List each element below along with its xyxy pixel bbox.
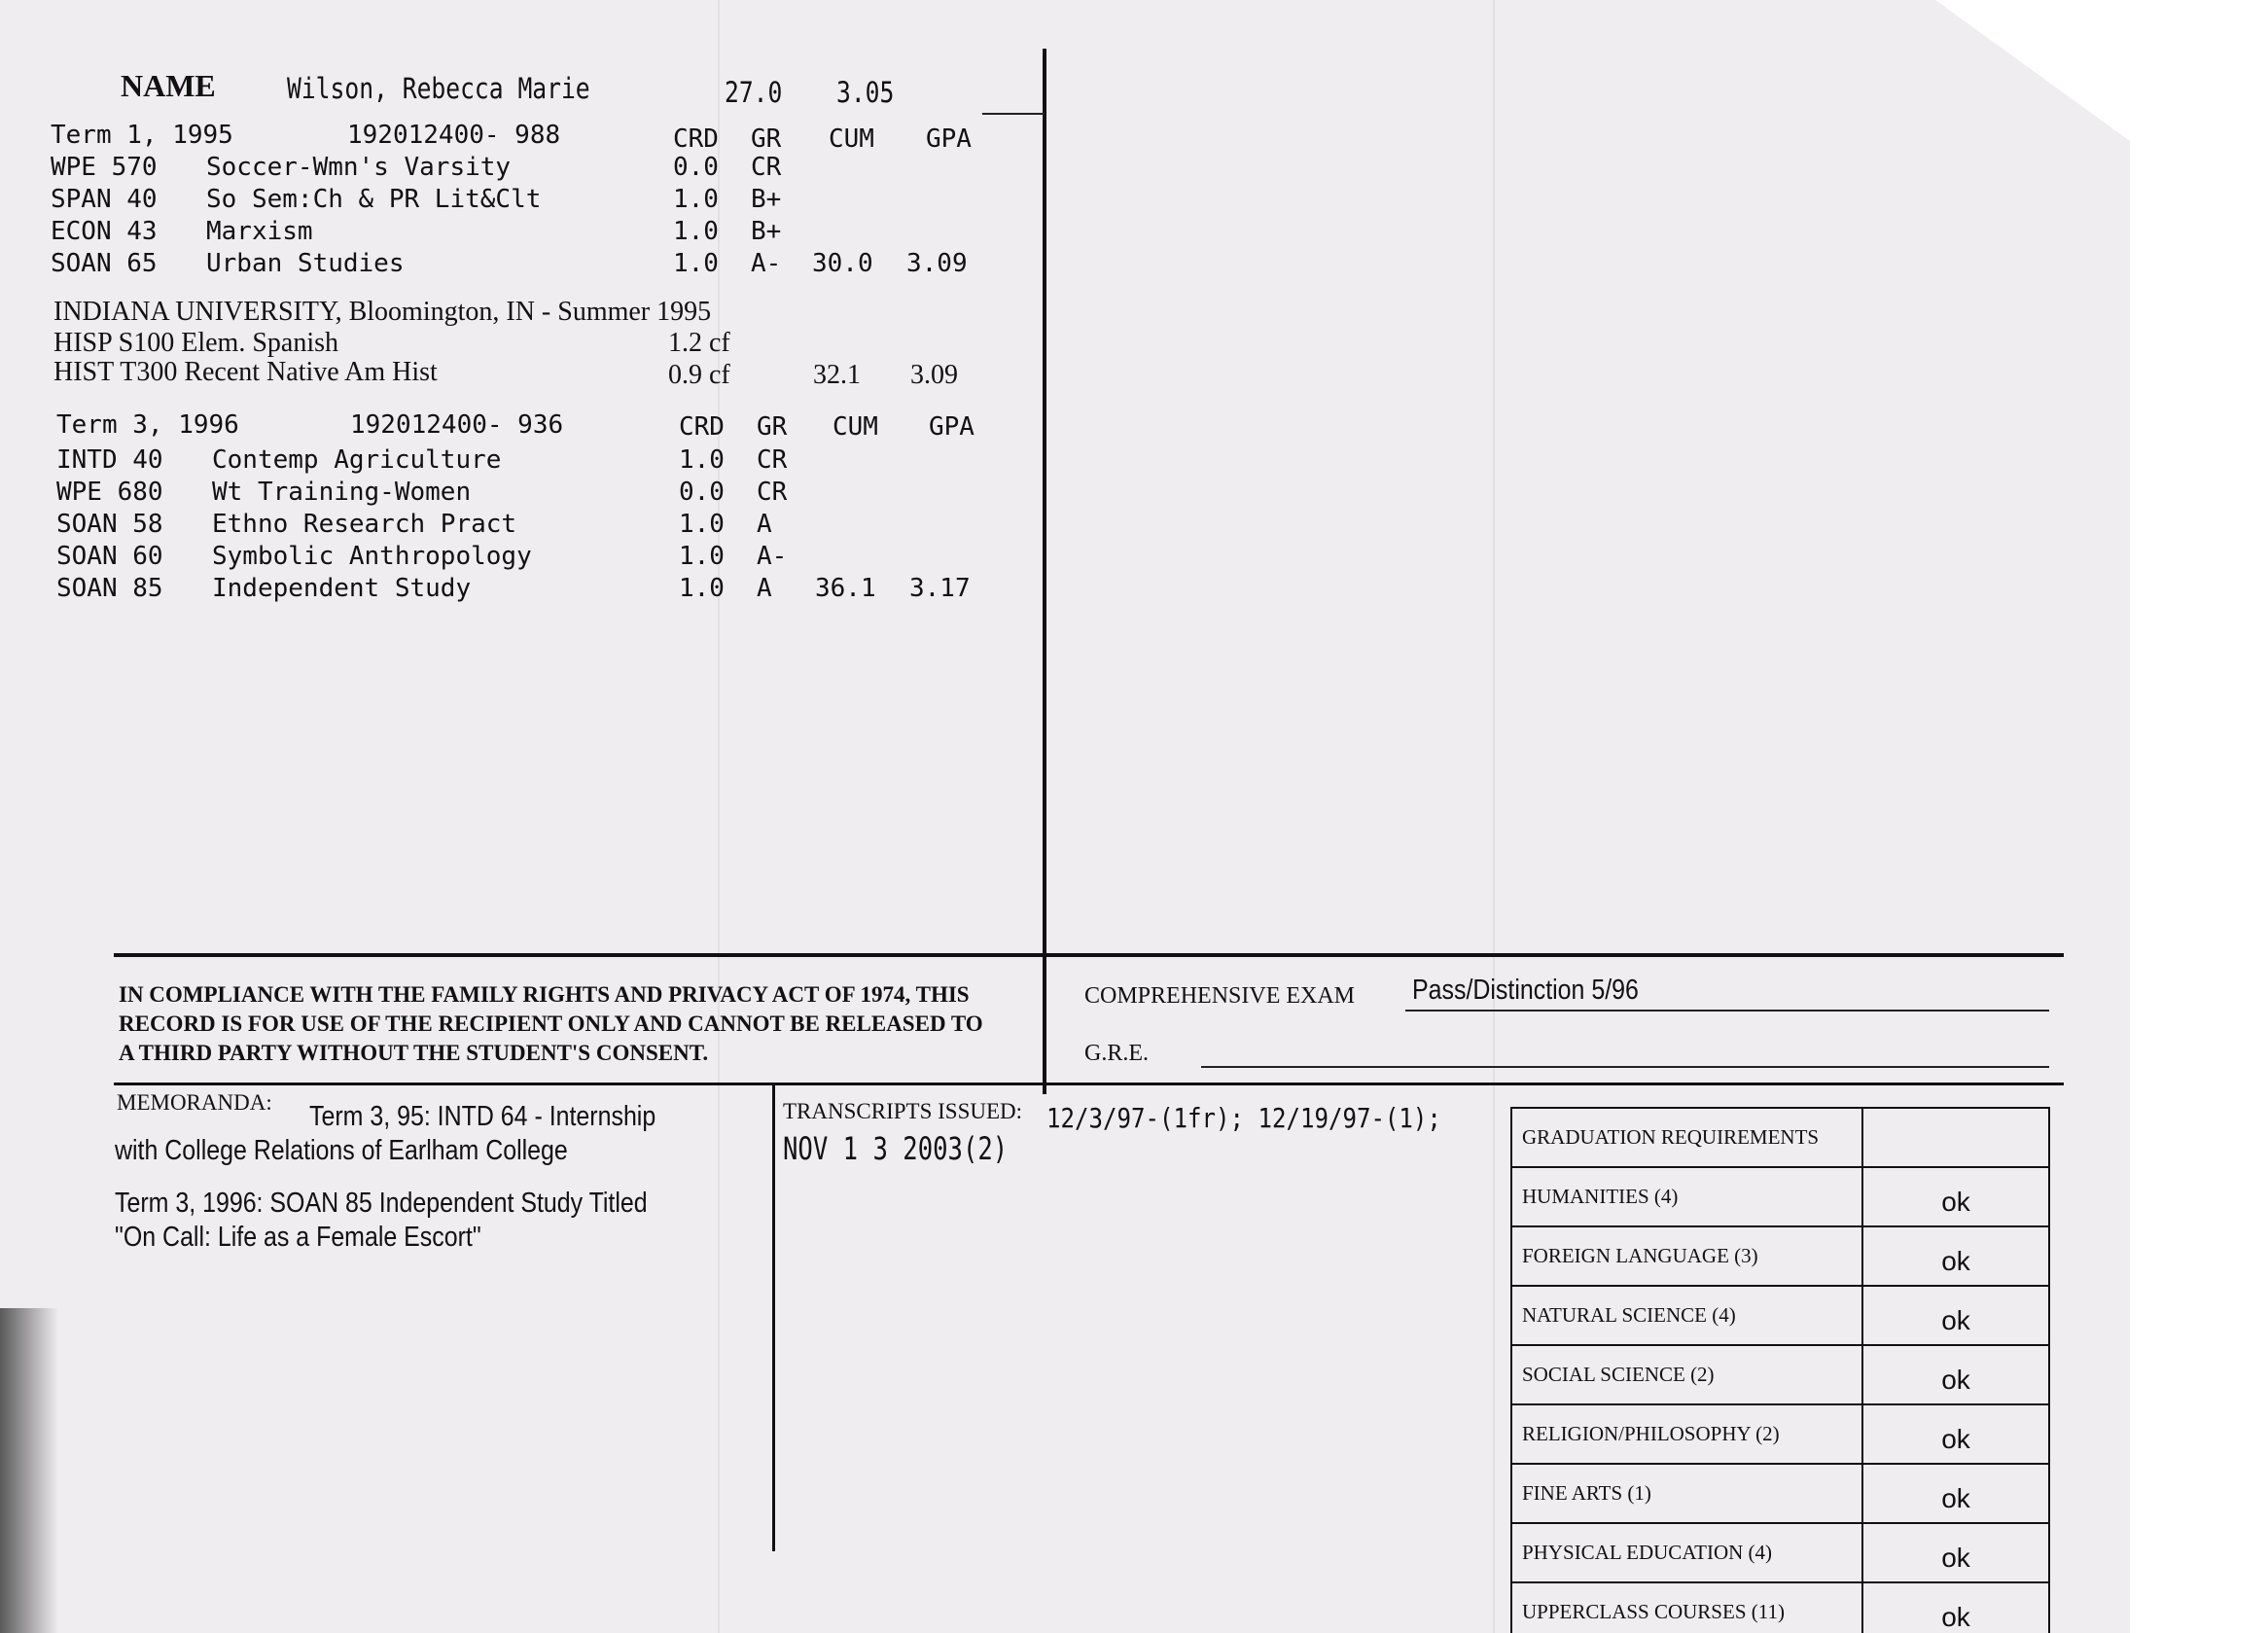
course-grade: CR xyxy=(751,153,782,182)
name-label: NAME xyxy=(121,68,216,103)
course-grade: B+ xyxy=(751,217,782,246)
course-credit: 0.0 xyxy=(679,478,725,507)
col-cum: CUM xyxy=(833,412,878,442)
term1-title: Term 1, 1995 xyxy=(51,121,233,150)
requirement-status: ok xyxy=(1862,1582,2049,1633)
table-row xyxy=(1511,1464,2049,1523)
requirement-status: ok xyxy=(1862,1345,2049,1404)
course-grade: CR xyxy=(757,478,788,507)
memo-line: Term 3, 1996: SOAN 85 Independent Study Titled xyxy=(115,1188,648,1219)
requirement-label: SOCIAL SCIENCE (2) xyxy=(1511,1345,1862,1404)
header-tick-line xyxy=(982,113,1045,115)
transcripts-entries: 12/3/97-(1fr); 12/19/97-(1); xyxy=(1046,1102,1441,1134)
fold-line xyxy=(1493,0,1495,1633)
comprehensive-exam-value: Pass/Distinction 5/96 xyxy=(1412,975,1639,1006)
comprehensive-exam-label: COMPREHENSIVE EXAM xyxy=(1084,983,1356,1009)
privacy-notice xyxy=(119,980,1043,1068)
student-name: Wilson, Rebecca Marie xyxy=(287,72,590,105)
course-code: SOAN 58 xyxy=(56,510,163,539)
col-gr: GR xyxy=(751,124,782,154)
requirement-status: ok xyxy=(1862,1464,2049,1523)
gre-underline xyxy=(1201,1066,2049,1068)
course-title: Urban Studies xyxy=(206,249,405,278)
course-title: Soccer-Wmn's Varsity xyxy=(206,153,512,182)
graduation-requirements-header: GRADUATION REQUIREMENTS xyxy=(1511,1108,1862,1167)
col-gr: GR xyxy=(757,412,788,442)
table-header-row xyxy=(1511,1108,2049,1167)
memoranda-label: MEMORANDA: xyxy=(117,1090,272,1115)
col-crd: CRD xyxy=(679,412,725,442)
notice-line: RECORD IS FOR USE OF THE RECIPIENT ONLY AND CANNOT BE RELEASED TO xyxy=(119,1012,983,1036)
course-credit: 1.0 xyxy=(679,510,725,539)
course-grade: A xyxy=(757,574,772,603)
requirement-status: ok xyxy=(1862,1226,2049,1286)
course-code: INTD 40 xyxy=(56,445,163,475)
table-row xyxy=(1511,1582,2049,1633)
requirement-label: PHYSICAL EDUCATION (4) xyxy=(1511,1523,1862,1582)
course-grade: A- xyxy=(757,542,788,571)
requirement-label: NATURAL SCIENCE (4) xyxy=(1511,1286,1862,1345)
col-crd: CRD xyxy=(673,124,719,154)
course-title: Wt Training-Women xyxy=(212,478,472,507)
course-grade: A xyxy=(757,510,772,539)
exam-underline xyxy=(1405,1010,2049,1012)
requirement-status: ok xyxy=(1862,1523,2049,1582)
transfer-credit: 1.2 cf xyxy=(668,328,730,358)
cum-gpa: 3.17 xyxy=(909,574,971,603)
transfer-course: HIST T300 Recent Native Am Hist xyxy=(53,357,438,387)
course-credit: 1.0 xyxy=(673,185,719,214)
col-gpa: GPA xyxy=(929,412,975,442)
table-row xyxy=(1511,1167,2049,1226)
term3-block xyxy=(56,410,1029,605)
transfer-credit: 0.9 cf xyxy=(668,360,730,390)
course-code: SOAN 65 xyxy=(51,249,158,278)
requirement-status: ok xyxy=(1862,1167,2049,1226)
notice-line: IN COMPLIANCE WITH THE FAMILY RIGHTS AND PRIVACY ACT OF 1974, THIS xyxy=(119,982,970,1007)
course-title: Marxism xyxy=(206,217,313,246)
course-credit: 1.0 xyxy=(673,217,719,246)
cum-credits: 36.1 xyxy=(815,574,876,603)
course-title: Symbolic Anthropology xyxy=(212,542,532,571)
cum-gpa: 3.09 xyxy=(910,360,958,390)
course-code: WPE 680 xyxy=(56,478,163,507)
requirement-status: ok xyxy=(1862,1404,2049,1464)
course-credit: 1.0 xyxy=(679,574,725,603)
course-grade: A- xyxy=(751,249,782,278)
transfer-course: HISP S100 Elem. Spanish xyxy=(53,328,338,358)
date-stamp: NOV 1 3 2003(2) xyxy=(783,1130,1009,1167)
horizontal-divider xyxy=(114,953,2064,957)
course-title: So Sem:Ch & PR Lit&Clt xyxy=(206,185,542,214)
cum-credits: 32.1 xyxy=(813,360,861,390)
cum-credits: 30.0 xyxy=(812,249,873,278)
term1-id: 192012400- 988 xyxy=(347,121,561,150)
gre-label: G.R.E. xyxy=(1084,1041,1149,1066)
carry-gpa: 3.05 xyxy=(836,76,895,109)
term3-id: 192012400- 936 xyxy=(350,410,564,440)
requirement-label: FINE ARTS (1) xyxy=(1511,1464,1862,1523)
course-code: SOAN 60 xyxy=(56,542,163,571)
transcripts-issued-label: TRANSCRIPTS ISSUED: xyxy=(783,1099,1023,1123)
course-grade: B+ xyxy=(751,185,782,214)
table-row xyxy=(1511,1345,2049,1404)
horizontal-divider xyxy=(114,1083,2064,1085)
course-credit: 1.0 xyxy=(679,445,725,475)
course-credit: 1.0 xyxy=(673,249,719,278)
scan-shadow xyxy=(0,1308,58,1633)
course-grade: CR xyxy=(757,445,788,475)
table-row xyxy=(1511,1226,2049,1286)
notice-line: A THIRD PARTY WITHOUT THE STUDENT'S CONSENT. xyxy=(119,1041,709,1065)
memo-line: "On Call: Life as a Female Escort" xyxy=(115,1222,481,1253)
course-title: Ethno Research Pract xyxy=(212,510,517,539)
memo-line: Term 3, 95: INTD 64 - Internship xyxy=(309,1101,656,1132)
course-code: ECON 43 xyxy=(51,217,158,246)
table-row xyxy=(1511,1286,2049,1345)
requirement-status-header xyxy=(1862,1108,2049,1167)
col-cum: CUM xyxy=(829,124,874,154)
table-row xyxy=(1511,1404,2049,1464)
term3-title: Term 3, 1996 xyxy=(56,410,239,440)
transfer-school: INDIANA UNIVERSITY, Bloomington, IN - Summer 1995 xyxy=(53,297,712,327)
course-credit: 0.0 xyxy=(673,153,719,182)
course-title: Independent Study xyxy=(212,574,472,603)
memo-line: with College Relations of Earlham College xyxy=(115,1135,568,1166)
carry-credits: 27.0 xyxy=(725,76,783,109)
requirement-status: ok xyxy=(1862,1286,2049,1345)
requirement-label: FOREIGN LANGUAGE (3) xyxy=(1511,1226,1862,1286)
course-code: WPE 570 xyxy=(51,153,158,182)
col-gpa: GPA xyxy=(926,124,972,154)
term1-block xyxy=(51,121,1023,296)
vertical-divider xyxy=(1043,49,1046,1094)
requirement-label: RELIGION/PHILOSOPHY (2) xyxy=(1511,1404,1862,1464)
requirement-label: HUMANITIES (4) xyxy=(1511,1167,1862,1226)
course-code: SOAN 85 xyxy=(56,574,163,603)
requirement-label: UPPERCLASS COURSES (11) xyxy=(1511,1582,1862,1633)
cum-gpa: 3.09 xyxy=(906,249,968,278)
graduation-requirements-table xyxy=(1510,1107,2050,1633)
course-title: Contemp Agriculture xyxy=(212,445,502,475)
table-row xyxy=(1511,1523,2049,1582)
course-credit: 1.0 xyxy=(679,542,725,571)
memoranda-divider xyxy=(772,1084,775,1551)
course-code: SPAN 40 xyxy=(51,185,158,214)
